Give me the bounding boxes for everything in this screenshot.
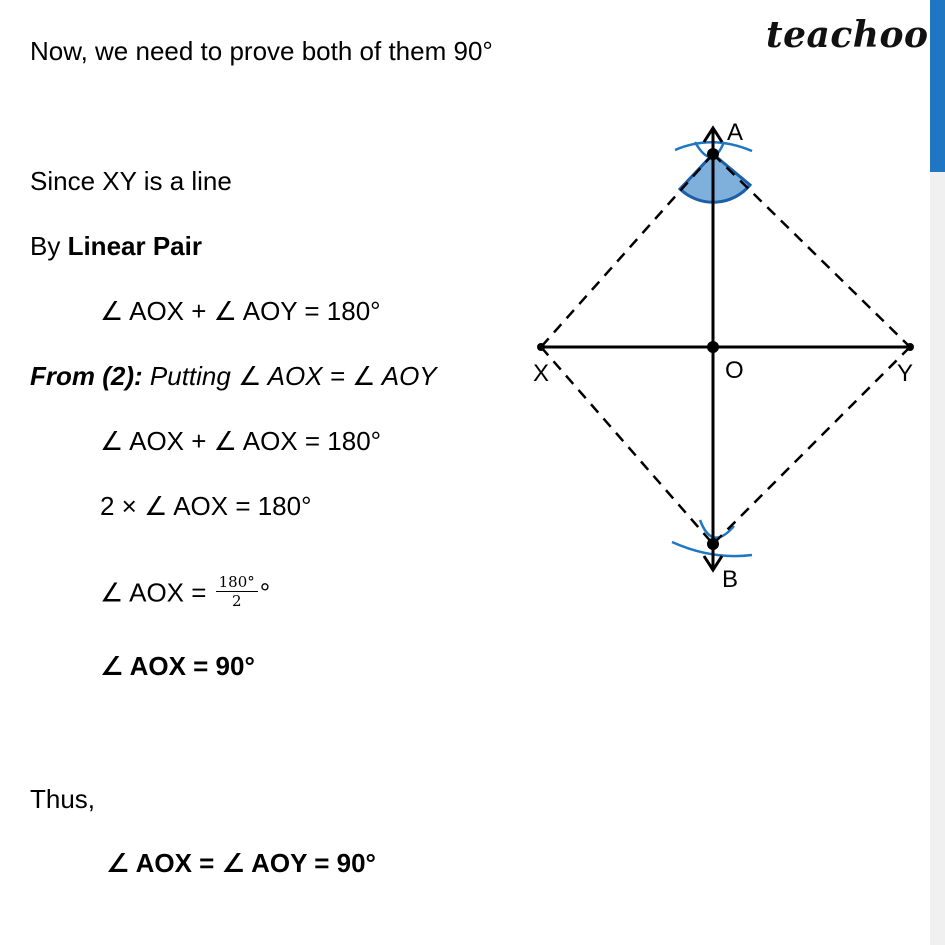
intro-line: Now, we need to prove both of them 90° [30,36,493,66]
label-y: Y [897,360,914,387]
point-y [906,343,914,351]
fraction-denominator: 2 [231,592,242,610]
thus-line: Thus, [30,784,96,814]
label-o: O [725,357,744,384]
result-aox: ∠ AOX = 90° [100,651,255,681]
final-result: ∠ AOX = ∠ AOY = 90° [106,848,376,878]
point-a [707,148,719,160]
equation-double: ∠ AOX + ∠ AOX = 180° [100,426,382,456]
fraction-numerator: 180° [216,573,258,592]
from-2-text: Putting ∠ AOX = ∠ AOY [142,361,437,391]
fraction-suffix: ° [259,577,271,608]
angle-arc-shading [680,154,750,202]
point-o [707,341,719,353]
side-ax [541,154,713,347]
label-x: X [533,360,550,387]
point-x [537,343,545,351]
equation-times: 2 × ∠ AOX = 180° [100,491,312,521]
side-ay [713,154,910,347]
teachoo-logo: teachoo [766,14,929,56]
label-b: B [722,566,739,593]
equation-sum: ∠ AOX + ∠ AOY = 180° [100,296,381,326]
dashed-sides [541,154,910,544]
fraction-prefix: ∠ AOX = [100,577,214,608]
point-b [707,538,719,550]
linear-pair-bold: Linear Pair [67,231,202,261]
label-a: A [727,119,744,146]
from-2-label: From (2): [30,361,143,391]
side-xb [541,347,713,544]
linear-pair-prefix: By [30,231,68,261]
since-xy-line: Since XY is a line [30,166,232,196]
